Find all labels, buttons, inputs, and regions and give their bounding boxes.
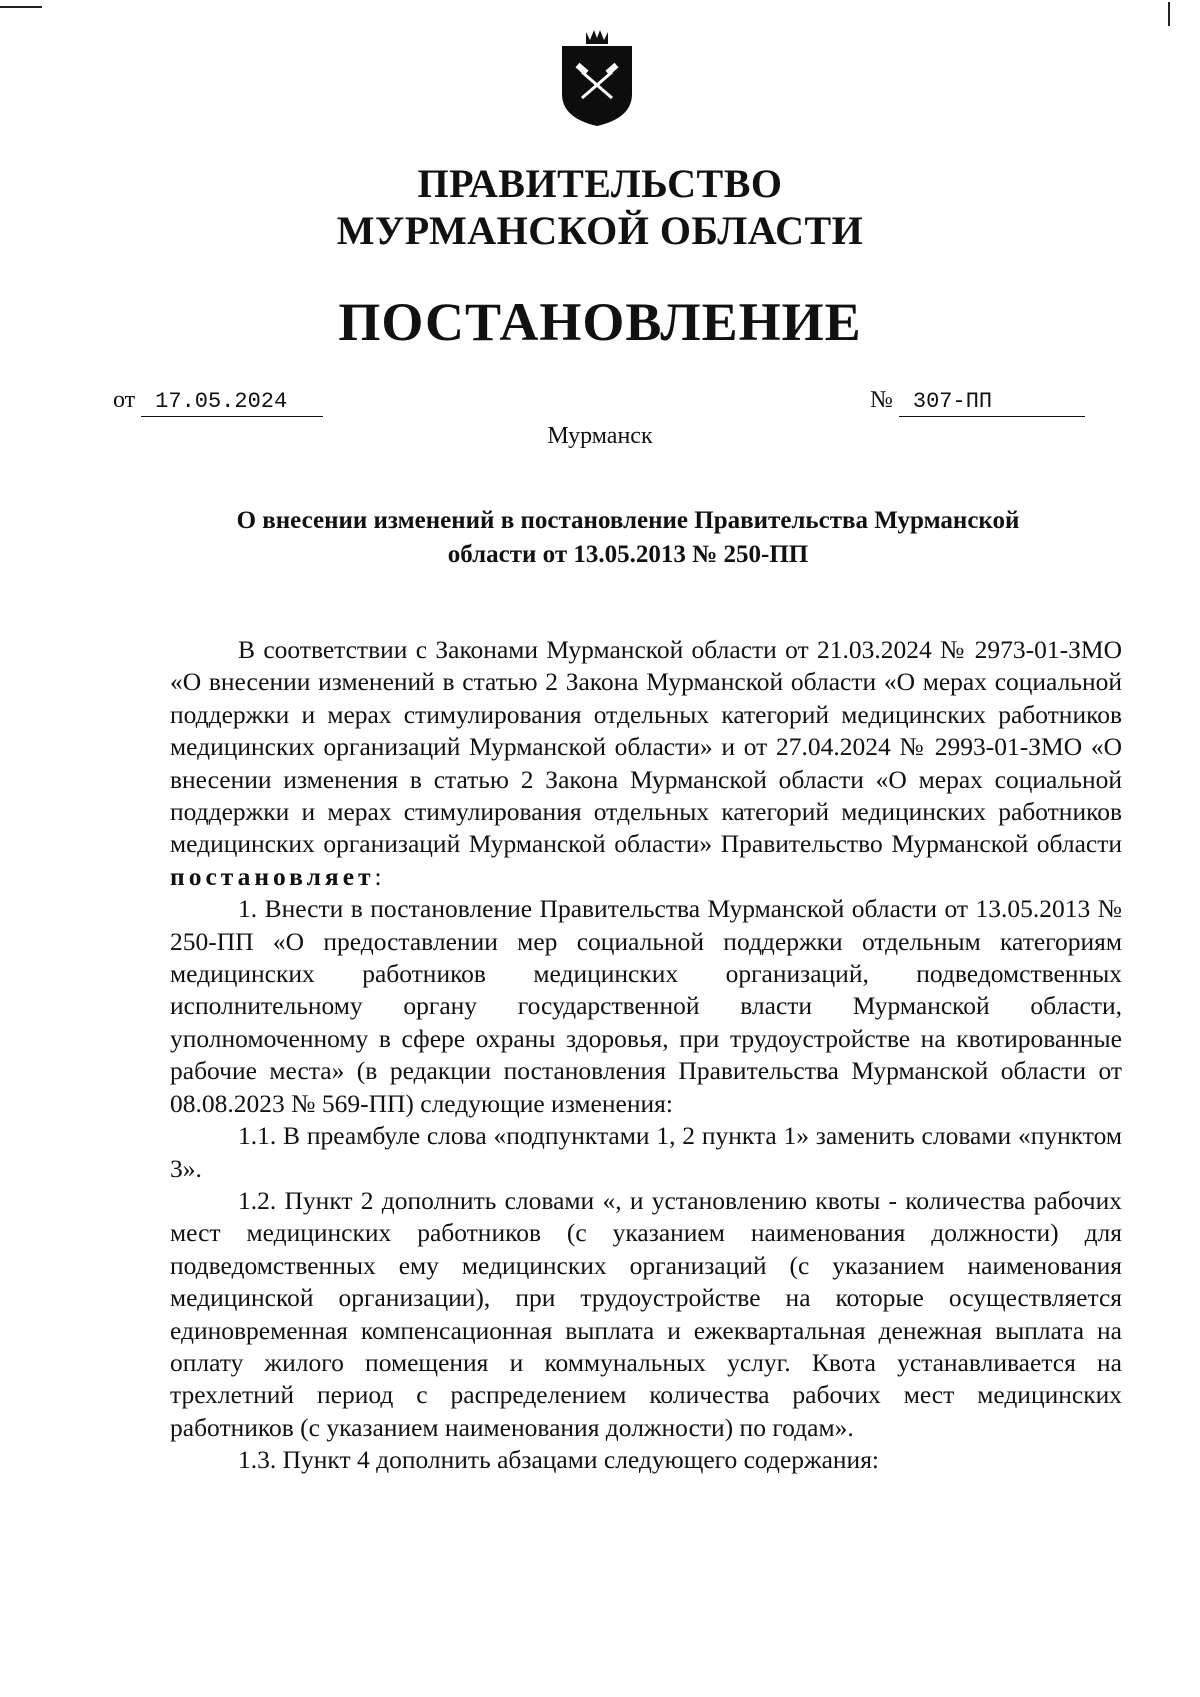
document-number [870, 386, 1085, 417]
clause-1-3-paragraph: 1.3. Пункт 4 дополнить абзацами следующего содержания: [238, 1445, 880, 1475]
title-line-2: области от 13.05.2013 № 250-ПП [447, 541, 809, 568]
coat-of-arms-emblem [556, 28, 638, 128]
document-title [170, 504, 1086, 572]
preamble-colon: : [374, 861, 382, 891]
document-date [113, 386, 323, 417]
clause-1-1-paragraph: 1.1. В преамбуле слова «подпунктами 1, 2 пункта 1» заменить словами «пунктом 3». [170, 1121, 1122, 1183]
scan-edge-mark [0, 6, 42, 8]
preamble-paragraph [170, 634, 1122, 893]
scan-edge-mark [1168, 2, 1170, 26]
preamble-text: В соответствии с Законами Мурманской области от 21.03.2024 № 2973-01-ЗМО «О внесении изменений в статью 2 Закона Мурманской области «О мерах социальной поддержки и мерах стимулирования отдельных категорий медицинских работников медицинских организаций Мурманской области» и от 27.04.2024 № 2993-01-ЗМО «О внесении изменения в статью 2 Закона Мурманской области «О мерах социальной поддержки и мерах стимулирования отдельных категорий медицинских работников медицинских организаций Мурманской области» Правительство Мурманской области [170, 635, 1122, 859]
number-prefix: № [870, 387, 893, 413]
number-value: 307-ПП [899, 388, 1085, 417]
document-city: Мурманск [547, 423, 653, 449]
authority-line-1: ПРАВИТЕЛЬСТВО [417, 161, 783, 206]
authority-line-2: МУРМАНСКОЙ ОБЛАСТИ [336, 208, 864, 253]
document-body [170, 634, 1122, 1477]
date-prefix: от [113, 387, 136, 413]
date-value: 17.05.2024 [141, 388, 323, 417]
document-kind-heading: ПОСТАНОВЛЕНИЕ [338, 292, 862, 352]
clause-1-paragraph: 1. Внести в постановление Правительства Мурманской области от 13.05.2013 № 250-ПП «О предоставлении мер социальной поддержки отдельным категориям медицинских работников медицинских организаций, подведомственных исполнительному органу государственной власти Мурманской области, уполномоченному в сфере охраны здоровья, при трудоустройстве на квотированные рабочие места» (в редакции постановления Правительства Мурманской области от 08.08.2023 № 569-ПП) следующие изменения: [170, 894, 1122, 1118]
resolves-word: постановляет [170, 861, 375, 891]
title-line-1: О внесении изменений в постановление Правительства Мурманской [236, 507, 1020, 534]
issuing-authority [0, 160, 1200, 254]
clause-1-2-paragraph: 1.2. Пункт 2 дополнить словами «, и установлению квоты - количества рабочих мест медицинских работников (с указанием наименования должности) для подведомственных ему медицинских организаций (с указанием наименования медицинской организации), при трудоустройстве на которые осуществляется единовременная компенсационная выплата и ежеквартальная денежная выплата на оплату жилого помещения и коммунальных услуг. Квота устанавливается на трехлетний период с распределением количества рабочих мест медицинских работников (с указанием наименования должности) по годам». [170, 1185, 1122, 1442]
